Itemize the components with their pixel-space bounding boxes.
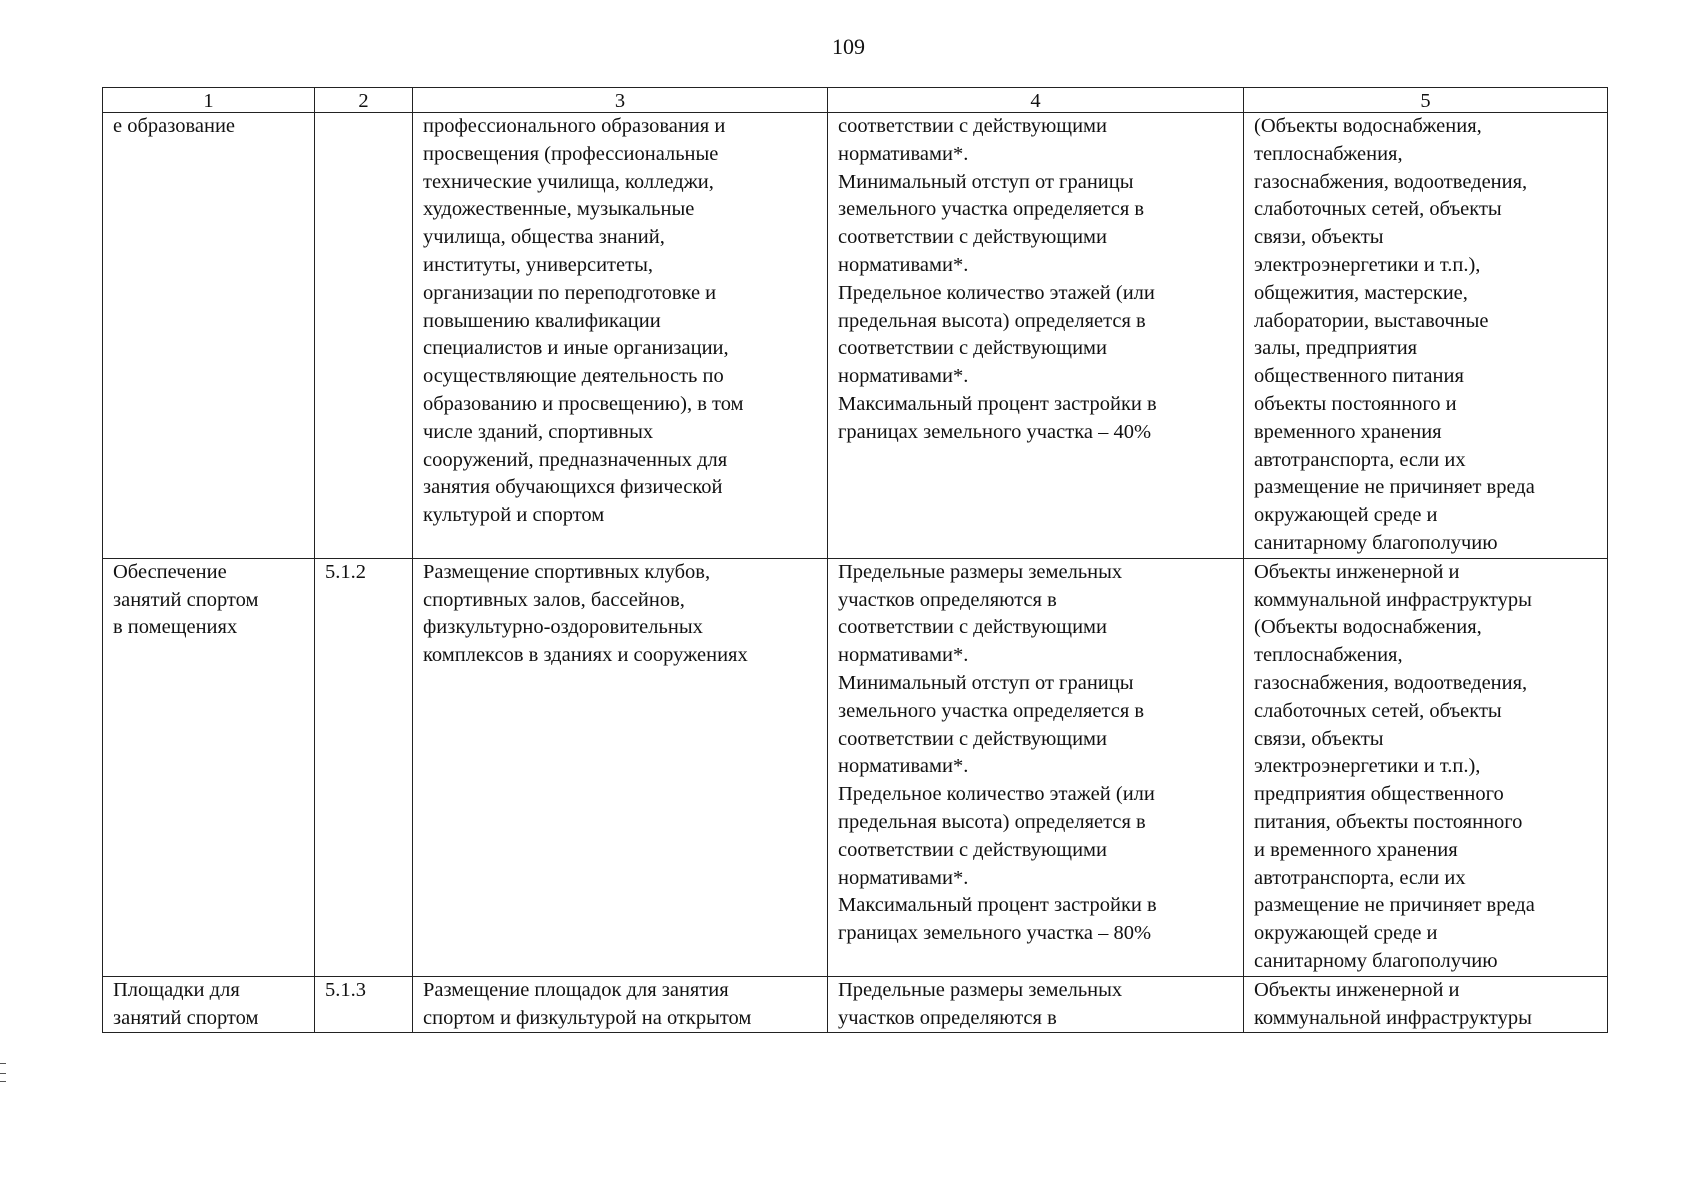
use-type-description: Размещение спортивных клубов, спортивных залов, бассейнов, физкультурно-оздоровительных комплексов в зданиях и сооружениях bbox=[413, 558, 828, 976]
use-type-name: Площадки для занятий спортом bbox=[103, 976, 315, 1033]
building-parameters: Предельные размеры земельных участков определяются в bbox=[828, 976, 1244, 1033]
column-header-3: 3 bbox=[413, 88, 828, 113]
use-type-code: 5.1.3 bbox=[315, 976, 413, 1033]
column-number-row bbox=[103, 88, 1608, 113]
column-header-5: 5 bbox=[1244, 88, 1608, 113]
table-row bbox=[103, 558, 1608, 976]
auxiliary-uses: Объекты инженерной и коммунальной инфраструктуры bbox=[1244, 976, 1608, 1033]
land-use-table bbox=[102, 87, 1608, 1033]
table-row bbox=[103, 113, 1608, 559]
column-header-1: 1 bbox=[103, 88, 315, 113]
auxiliary-uses: Объекты инженерной и коммунальной инфраструктуры (Объекты водоснабжения, теплоснабжения, газоснабжения, водоотведения, слаботочных сетей, объекты связи, объекты электроэнергетики и т.п.), предприятия общественного питания, объекты постоянного и временного хранения автотранспорта, если их размещение не причиняет вреда окружающей среде и санитарному благополучию bbox=[1244, 558, 1608, 976]
page-number: 109 bbox=[832, 34, 865, 59]
table-row bbox=[103, 976, 1608, 1033]
use-type-description: профессионального образования и просвещения (профессиональные технические училища, колледжи, художественные, музыкальные училища, общества знаний, институты, университеты, организации по переподготовке и повышению квалификации специалистов и иные организации, осуществляющие деятельность по образованию и просвещению), в том числе зданий, спортивных сооружений, предназначенных для занятия обучающихся физической культурой и спортом bbox=[413, 113, 828, 559]
use-type-code: 5.1.2 bbox=[315, 558, 413, 976]
column-header-4: 4 bbox=[828, 88, 1244, 113]
use-type-name: Обеспечение занятий спортом в помещениях bbox=[103, 558, 315, 976]
column-header-2: 2 bbox=[315, 88, 413, 113]
building-parameters: Предельные размеры земельных участков определяются в соответствии с действующими нормативами*. Минимальный отступ от границы земельного участка определяется в соответствии с действующими нормативами*. Предельное количество этажей (или предельная высота) определяется в соответствии с действующими нормативами*. Максимальный процент застройки в границах земельного участка – 80% bbox=[828, 558, 1244, 976]
scan-edge-marks bbox=[0, 1063, 6, 1093]
use-type-description: Размещение площадок для занятия спортом и физкультурой на открытом bbox=[413, 976, 828, 1033]
auxiliary-uses: (Объекты водоснабжения, теплоснабжения, газоснабжения, водоотведения, слаботочных сетей, объекты связи, объекты электроэнергетики и т.п.), общежития, мастерские, лаборатории, выставочные залы, предприятия общественного питания объекты постоянного и временного хранения автотранспорта, если их размещение не причиняет вреда окружающей среде и санитарному благополучию bbox=[1244, 113, 1608, 559]
building-parameters: соответствии с действующими нормативами*. Минимальный отступ от границы земельного участка определяется в соответствии с действующими нормативами*. Предельное количество этажей (или предельная высота) определяется в соответствии с действующими нормативами*. Максимальный процент застройки в границах земельного участка – 40% bbox=[828, 113, 1244, 559]
use-type-name: е образование bbox=[103, 113, 315, 559]
use-type-code bbox=[315, 113, 413, 559]
